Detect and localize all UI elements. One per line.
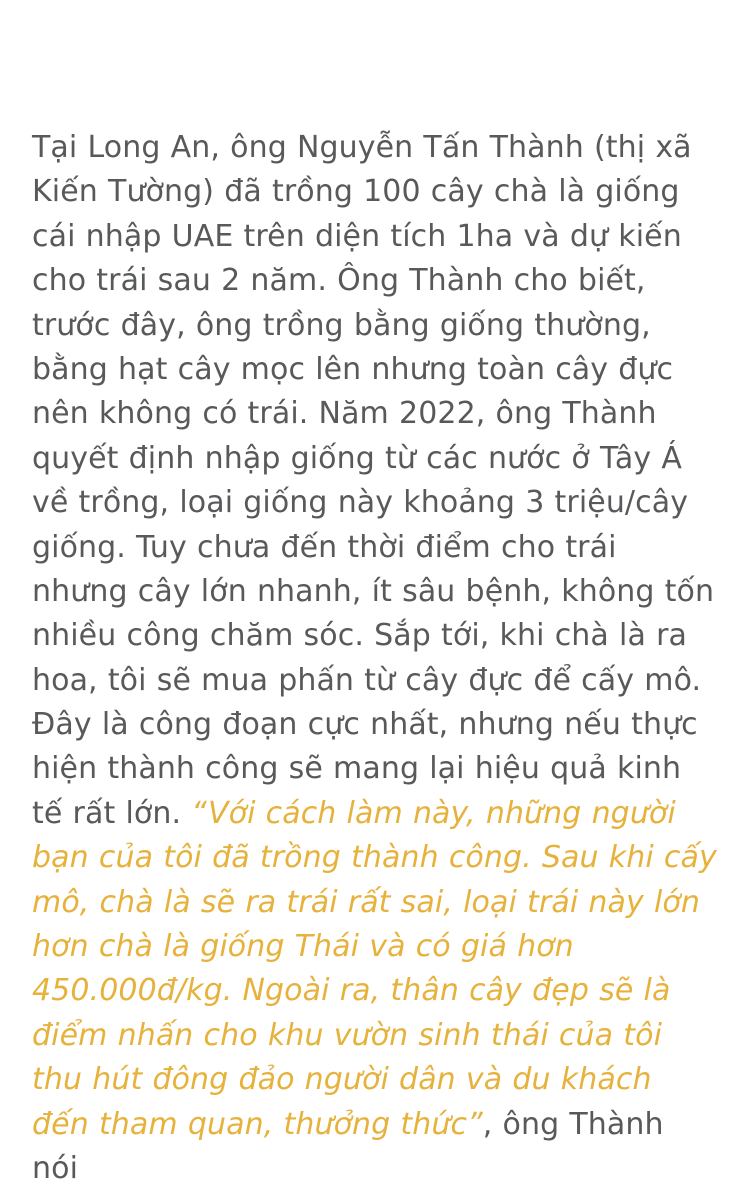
paragraph-lead-text: Tại Long An, ông Nguyễn Tấn Thành (thị xã Kiến Tường) đã trồng 100 cây chà là giống cái nhập UAE trên diện tích 1ha và dự kiến cho trái sau 2 năm. Ông Thành cho biết, trước đây, ông trồng bằng giống thường, bằng hạt cây mọc lên nhưng toàn cây đực nên không có trái. Năm 2022, ông Thành quyết định nhập giống từ các nước ở Tây Á về trồng, loại giống này khoảng 3 triệu/cây giống. Tuy chưa đến thời điểm cho trái nhưng cây lớn nhanh, ít sâu bệnh, không tốn nhiều công chăm sóc. Sắp tới, khi chà là ra hoa, tôi sẽ mua phấn từ cây đực để cấy mô. Đây là công đoạn cực nhất, nhưng nếu thực hiện thành công sẽ mang lại hiệu quả kinh tế rất lớn. <box>32 130 715 831</box>
quote-attribution: , ông Thành nói <box>32 1106 664 1186</box>
article-paragraph <box>32 126 718 1191</box>
pull-quote-text: “Với cách làm này, những người bạn của tôi đã trồng thành công. Sau khi cấy mô, chà là sẽ ra trái rất sai, loại trái này lớn hơn chà là giống Thái và có giá hơn 450.000đ/kg. Ngoài ra, thân cây đẹp sẽ là điểm nhấn cho khu vườn sinh thái của tôi thu hút đông đảo người dân và du khách đến tham quan, thưởng thức” <box>32 795 717 1142</box>
